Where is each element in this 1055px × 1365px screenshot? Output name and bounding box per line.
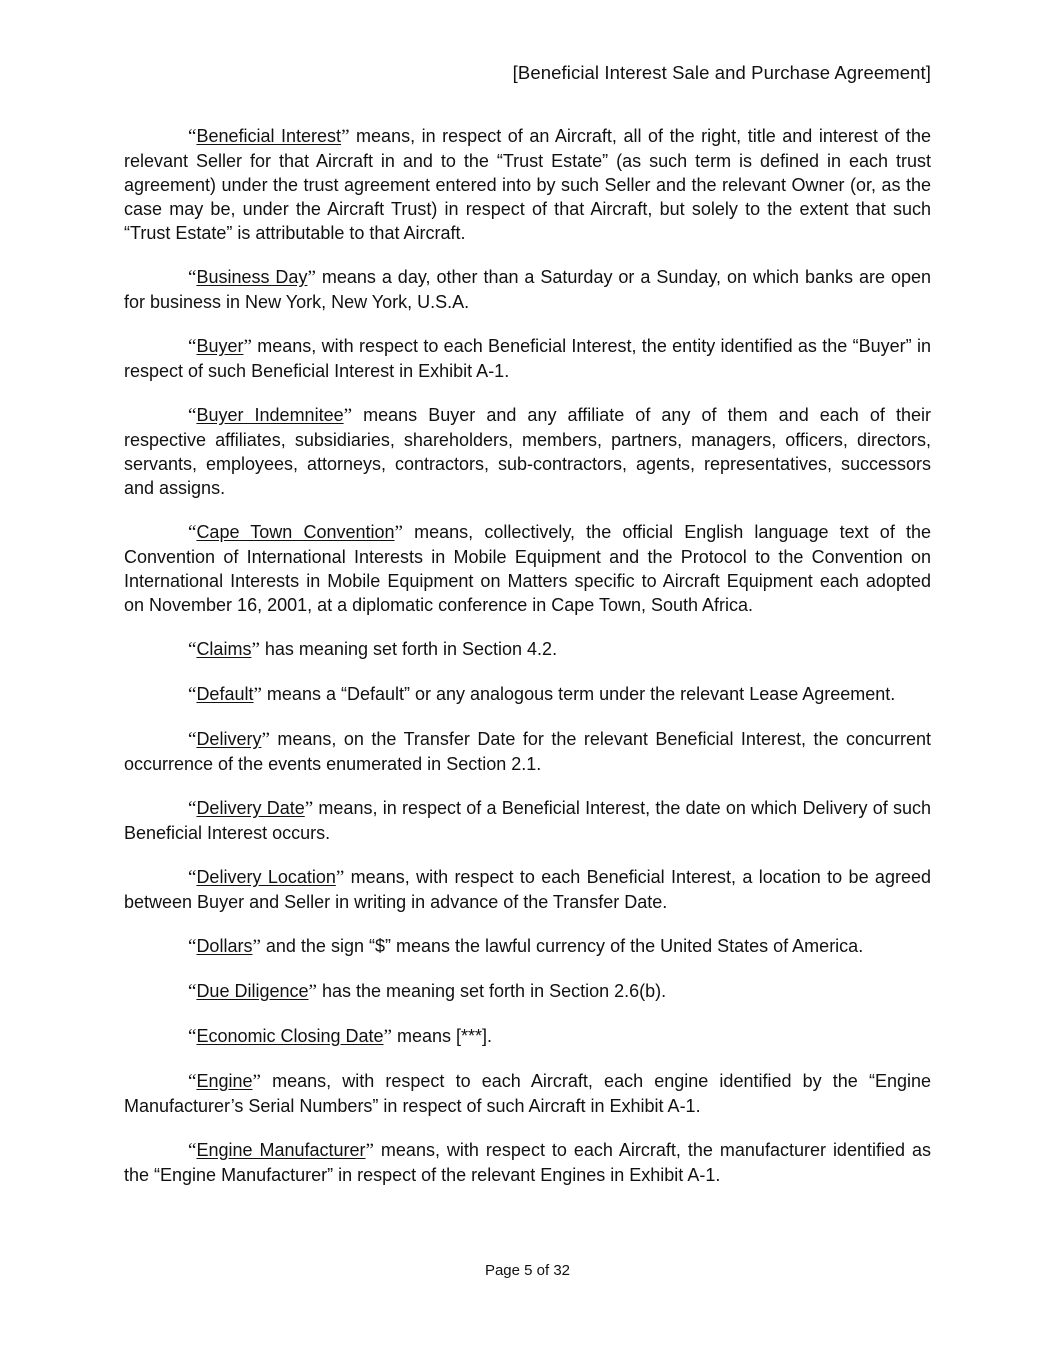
definitions-list [124,124,931,1207]
definition-delivery-location: “Delivery Location” means, with respect to each Beneficial Interest, a location to be agreed between Buyer and Seller in writing in advance of the Transfer Date. [124,867,931,912]
defined-term: Economic Closing Date [196,1026,384,1046]
definition-economic-closing-date: “Economic Closing Date” means [***]. [188,1026,493,1047]
definition-buyer: “Buyer” means, with respect to each Beneficial Interest, the entity identified as the “Buyer” in respect of such Beneficial Interest in Exhibit A-1. [124,336,931,381]
defined-term: Engine Manufacturer [196,1140,366,1160]
definition-text: means, collectively, the official English language text of the Convention of International Interests in Mobile Equipment and the Protocol to the Convention on International Interests in Mobile Equipment on Matters specific to Aircraft Equipment each adopted on November 16, 2001, at a diplomatic conference in Cape Town, South Africa. [124,522,931,615]
definition-text: means, in respect of a Beneficial Interest, the date on which Delivery of such Beneficial Interest occurs. [124,798,931,843]
definition-engine: “Engine” means, with respect to each Aircraft, each engine identified by the “Engine Manufacturer’s Serial Numbers” in respect of such Aircraft in Exhibit A-1. [124,1071,931,1116]
definition-dollars: “Dollars” and the sign “$” means the lawful currency of the United States of America. [188,936,864,957]
definition-default: “Default” means a “Default” or any analogous term under the relevant Lease Agreement. [188,684,896,705]
defined-term: Dollars [196,936,253,956]
definition-text: means Buyer and any affiliate of any of them and each of their respective affiliates, subsidiaries, shareholders, members, partners, managers, officers, directors, servants, employees, attorneys, contractors, sub-contractors, agents, representatives, successors and assigns. [124,405,931,498]
defined-term: Buyer [196,336,244,356]
defined-term: Engine [196,1071,253,1091]
defined-term: Claims [196,639,252,659]
definition-text: means a day, other than a Saturday or a Sunday, on which banks are open for business in New York, New York, U.S.A. [124,267,931,312]
definition-text: means, with respect to each Aircraft, each engine identified by the “Engine Manufacturer’s Serial Numbers” in respect of such Aircraft in Exhibit A-1. [124,1071,931,1116]
definition-text: means, on the Transfer Date for the relevant Beneficial Interest, the concurrent occurrence of the events enumerated in Section 2.1. [124,729,931,774]
definition-text: means [***]. [391,1026,493,1046]
document-header: [Beneficial Interest Sale and Purchase Agreement] [512,62,931,83]
definition-text: means, in respect of an Aircraft, all of the right, title and interest of the relevant Seller for that Aircraft in and to the “Trust Estate” (as such term is defined in each trust agreement) under the trust agreement entered into by such Seller and the relevant Owner (or, as the case may be, under the Aircraft Trust) in respect of that Aircraft, but solely to the extent that such “Trust Estate” is attributable to that Aircraft. [124,126,931,243]
defined-term: Beneficial Interest [196,126,342,146]
defined-term: Delivery Date [196,798,305,818]
definition-business-day: “Business Day” means a day, other than a Saturday or a Sunday, on which banks are open for business in New York, New York, U.S.A. [124,267,931,312]
definition-text: means, with respect to each Beneficial Interest, the entity identified as the “Buyer” in respect of such Beneficial Interest in Exhibit A-1. [124,336,931,381]
definition-claims: “Claims” has meaning set forth in Section 4.2. [188,639,558,660]
definition-text: means, with respect to each Beneficial Interest, a location to be agreed between Buyer and Seller in writing in advance of the Transfer Date. [124,867,931,912]
defined-term: Delivery Location [196,867,336,887]
defined-term: Delivery [196,729,262,749]
definition-delivery: “Delivery” means, on the Transfer Date for the relevant Beneficial Interest, the concurrent occurrence of the events enumerated in Section 2.1. [124,729,931,774]
defined-term: Buyer Indemnitee [196,405,344,425]
definition-cape-town-convention: “Cape Town Convention” means, collectively, the official English language text of the Convention of International Interests in Mobile Equipment and the Protocol to the Convention on International Interests in Mobile Equipment on Matters specific to Aircraft Equipment each adopted on November 16, 2001, at a diplomatic conference in Cape Town, South Africa. [124,522,931,615]
definition-text: means a “Default” or any analogous term under the relevant Lease Agreement. [261,684,896,704]
definition-due-diligence: “Due Diligence” has the meaning set forth in Section 2.6(b). [188,981,667,1002]
definition-buyer-indemnitee: “Buyer Indemnitee” means Buyer and any affiliate of any of them and each of their respective affiliates, subsidiaries, shareholders, members, partners, managers, officers, directors, servants, employees, attorneys, contractors, sub-contractors, agents, representatives, successors and assigns. [124,405,931,498]
defined-term: Business Day [196,267,308,287]
definition-beneficial-interest: “Beneficial Interest” means, in respect of an Aircraft, all of the right, title and interest of the relevant Seller for that Aircraft in and to the “Trust Estate” (as such term is defined in each trust agreement) under the trust agreement entered into by such Seller and the relevant Owner (or, as the case may be, under the Aircraft Trust) in respect of that Aircraft, but solely to the extent that such “Trust Estate” is attributable to that Aircraft. [124,126,931,243]
definition-text: has meaning set forth in Section 4.2. [259,639,558,659]
definition-text: means, with respect to each Aircraft, the manufacturer identified as the “Engine Manufacturer” in respect of the relevant Engines in Exhibit A-1. [124,1140,931,1185]
definition-text: and the sign “$” means the lawful currency of the United States of America. [260,936,864,956]
defined-term: Cape Town Convention [196,522,395,542]
page-number: Page 5 of 32 [484,1262,571,1279]
definition-text: has the meaning set forth in Section 2.6(b). [316,981,667,1001]
definition-engine-manufacturer: “Engine Manufacturer” means, with respect to each Aircraft, the manufacturer identified as the “Engine Manufacturer” in respect of the relevant Engines in Exhibit A-1. [124,1140,931,1185]
definition-delivery-date: “Delivery Date” means, in respect of a Beneficial Interest, the date on which Delivery of such Beneficial Interest occurs. [124,798,931,843]
defined-term: Default [196,684,254,704]
defined-term: Due Diligence [196,981,309,1001]
